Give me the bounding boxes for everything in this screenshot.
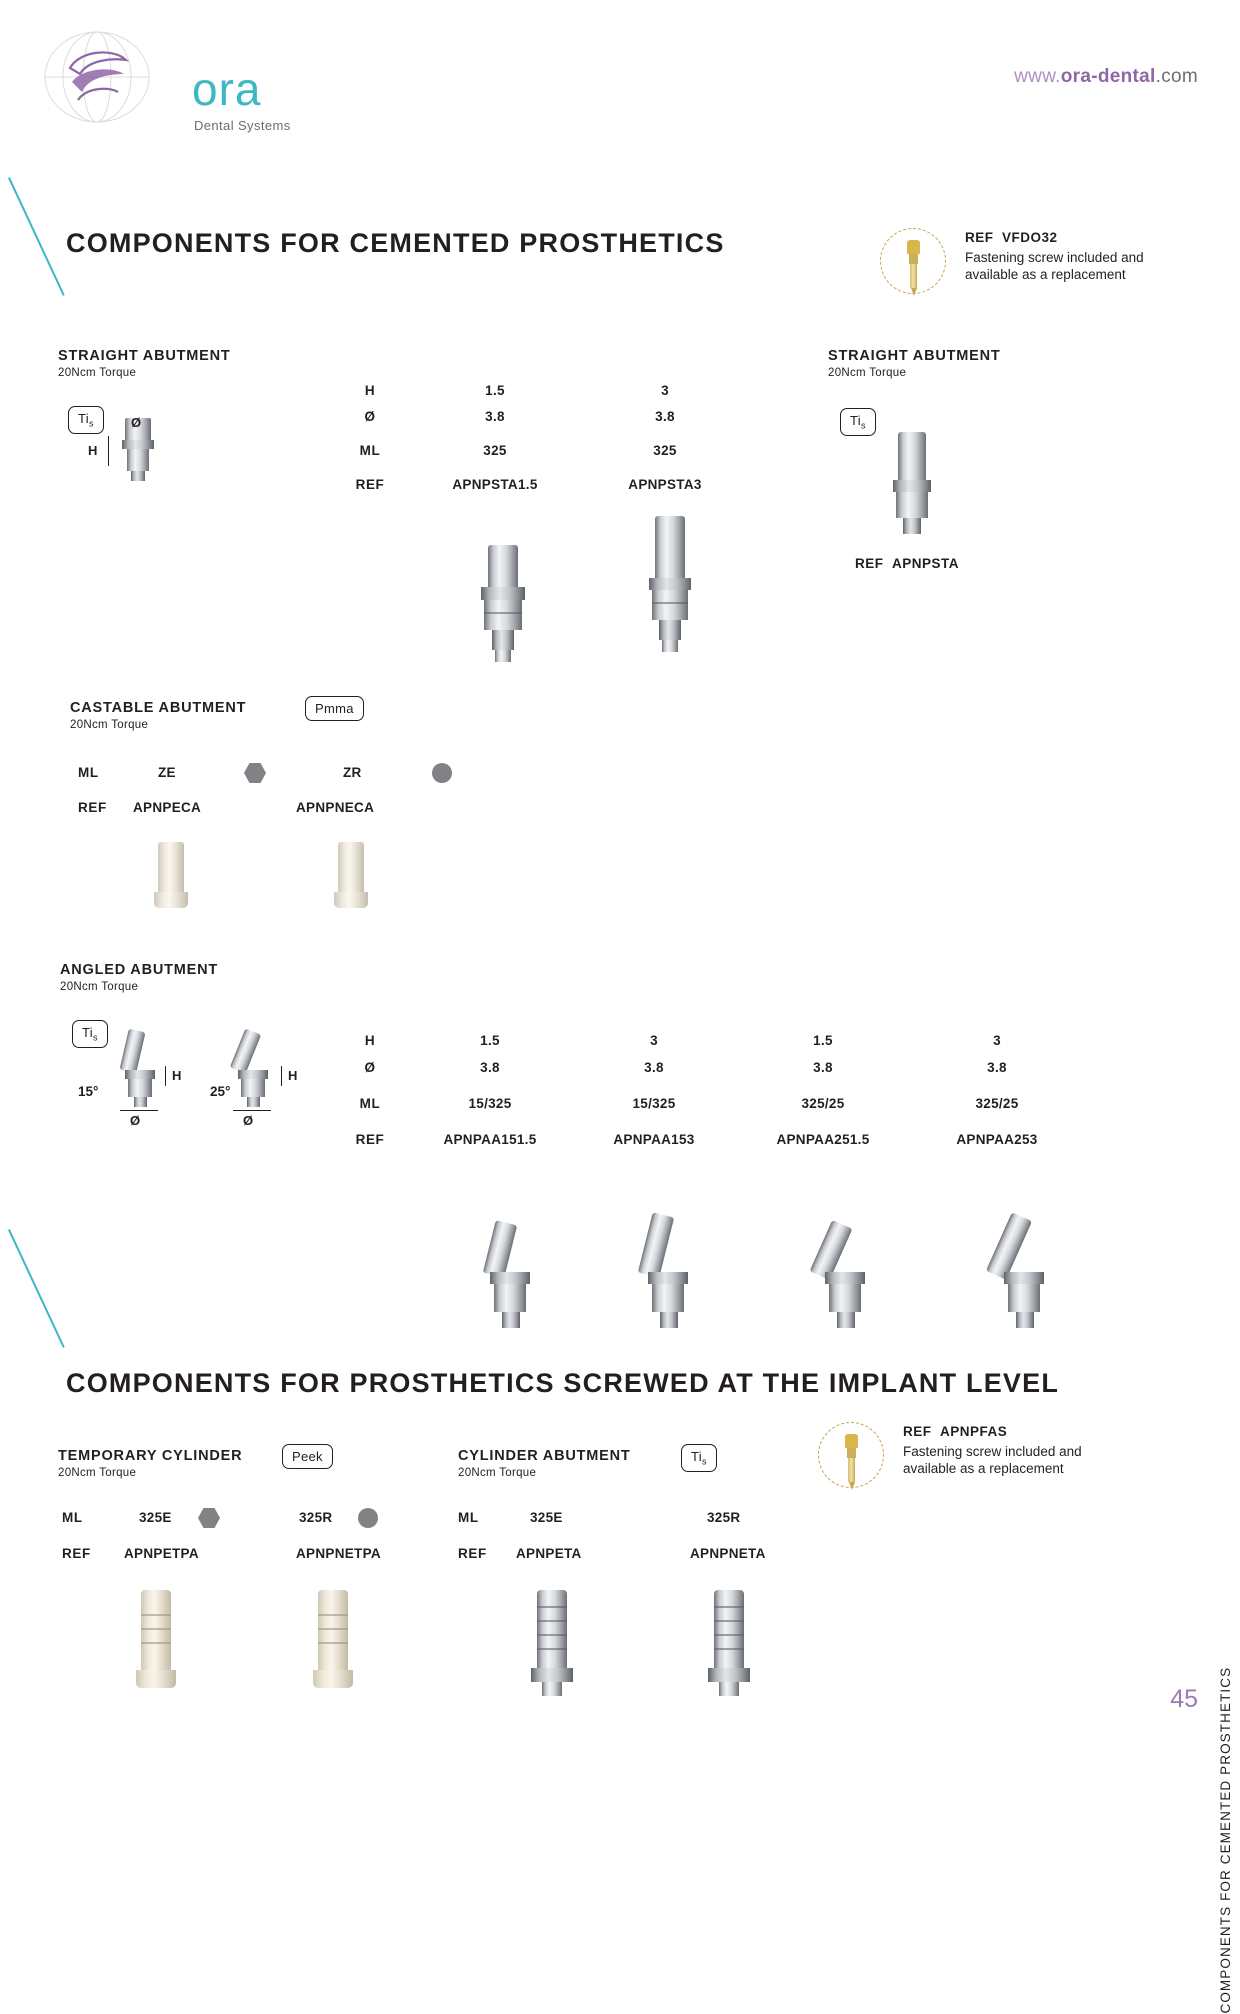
row-value: 3.8 <box>655 408 675 424</box>
row-value: 15/325 <box>632 1095 676 1111</box>
diagram-height-label: H <box>88 443 98 458</box>
material-chip-sub: s <box>88 418 94 429</box>
material-chip-label: Ti <box>691 1449 702 1464</box>
material-chip-sub: s <box>701 1456 707 1467</box>
callout-ref-label: REF <box>965 230 994 245</box>
ref-value: APNPSTA <box>892 556 960 571</box>
row-value: APNPAA253 <box>956 1131 1038 1147</box>
spec-table <box>330 1032 1086 1157</box>
row-label: REF <box>355 1131 385 1147</box>
material-chip-ti-angled <box>72 1020 108 1048</box>
row-value: 3 <box>993 1033 1001 1048</box>
castable-row-value-ref1: APNPECA <box>133 800 202 815</box>
height-measure-line <box>108 436 109 466</box>
straight-abutment-left-subtitle: 20Ncm Torque <box>58 367 137 379</box>
angle-label-15: 15° <box>78 1084 99 1099</box>
straight-abutment-diagram-collar <box>122 440 154 449</box>
row-value: 1.5 <box>480 1033 500 1048</box>
callout-text-line1: Fastening screw included and <box>903 1444 1082 1459</box>
table-row <box>330 1085 1086 1121</box>
straight-abutment-diagram-stem <box>131 471 145 481</box>
temporary-cylinder-title: TEMPORARY CYLINDER <box>58 1448 243 1464</box>
castable-row-value-ze: ZE <box>158 765 176 780</box>
url-prefix: www. <box>1014 66 1061 87</box>
row-value: 3.8 <box>987 1059 1007 1075</box>
straight-abutment-diagram-base <box>127 449 149 471</box>
row-value: 325/25 <box>801 1095 845 1111</box>
row-value: 1.5 <box>813 1033 833 1048</box>
page-number: 45 <box>1170 1685 1198 1713</box>
callout-text-line1: Fastening screw included and <box>965 250 1144 265</box>
spec-table <box>330 382 750 501</box>
row-label: Ø <box>364 408 376 424</box>
row-value: APNPAA151.5 <box>443 1131 537 1147</box>
material-chip-ti-cylinder <box>681 1444 717 1472</box>
row-label: ML <box>359 1095 381 1111</box>
table-row <box>330 382 750 399</box>
cyl-row-label-ml: ML <box>458 1510 479 1525</box>
d-measure-25 <box>233 1110 271 1111</box>
side-running-header: COMPONENTS FOR CEMENTED PROSTHETICS <box>1218 1666 1233 2014</box>
angled-abutment-title: ANGLED ABUTMENT <box>60 962 219 978</box>
row-label: REF <box>355 476 385 492</box>
cylinder-abutment-title: CYLINDER ABUTMENT <box>458 1448 631 1464</box>
table-row <box>330 433 750 467</box>
decorative-diagonal-bottom <box>8 1229 65 1348</box>
angled-abutment-subtitle: 20Ncm Torque <box>60 981 139 993</box>
row-label: H <box>364 1033 376 1048</box>
table-row <box>330 1032 1086 1049</box>
castable-row-label-ml: ML <box>78 765 99 780</box>
temp-row-value-ref2: APNPNETPA <box>296 1546 381 1561</box>
row-value: 325/25 <box>975 1095 1019 1111</box>
row-value: APNPSTA3 <box>628 476 702 492</box>
url-domain: ora-dental <box>1060 66 1156 87</box>
table-row <box>330 467 750 501</box>
callout-text-line2: available as a replacement <box>965 267 1126 282</box>
section-title-cemented: COMPONENTS FOR CEMENTED PROSTHETICS <box>66 228 725 258</box>
cyl-row-value-325e: 325E <box>530 1510 563 1525</box>
row-label: H <box>364 383 376 398</box>
angled-25-diameter-label: Ø <box>243 1113 254 1128</box>
material-chip-label: Ti <box>82 1025 93 1040</box>
row-label: ML <box>359 442 381 458</box>
angled-abutment-spec-table <box>330 1032 1086 1157</box>
callout-ref-line <box>903 1424 1007 1439</box>
straight-abutment-right-title: STRAIGHT ABUTMENT <box>828 348 1001 364</box>
row-value: 325 <box>653 442 677 458</box>
callout-ref-value: APNPFAS <box>940 1424 1008 1439</box>
row-value: APNPAA153 <box>613 1131 695 1147</box>
cyl-row-value-325r: 325R <box>707 1510 741 1525</box>
callout-text-line2: available as a replacement <box>903 1461 1064 1476</box>
row-label: Ø <box>364 1059 376 1075</box>
castable-abutment-title: CASTABLE ABUTMENT <box>70 700 247 716</box>
ref-label: REF <box>855 556 884 571</box>
material-chip-label: Ti <box>78 411 89 426</box>
row-value: 3 <box>661 383 669 398</box>
temp-row-value-ref1: APNPETPA <box>124 1546 199 1561</box>
material-chip-sub: s <box>860 420 866 431</box>
angle-label-25: 25° <box>210 1084 231 1099</box>
brand-logo <box>42 30 342 133</box>
fastening-screw-icon <box>907 240 920 296</box>
website-url <box>1014 66 1198 88</box>
callout-ref-label: REF <box>903 1424 932 1439</box>
screw-callout-apnpfas <box>818 1422 1108 1492</box>
hex-connection-icon <box>244 763 266 783</box>
row-value: 3.8 <box>644 1059 664 1075</box>
cylinder-abutment-subtitle: 20Ncm Torque <box>458 1467 537 1479</box>
ora-logo-mark <box>42 30 152 125</box>
row-value: APNPSTA1.5 <box>452 476 538 492</box>
row-value: 15/325 <box>468 1095 512 1111</box>
temp-row-value-325r: 325R <box>299 1510 333 1525</box>
logo-wordmark: ora <box>192 63 262 115</box>
table-row <box>330 399 750 433</box>
material-chip-ti-straight-left <box>68 406 104 434</box>
cyl-row-label-ref: REF <box>458 1546 487 1561</box>
material-chip-ti-straight-right <box>840 408 876 436</box>
temp-row-label-ml: ML <box>62 1510 83 1525</box>
screw-callout-vfdo32 <box>880 228 1170 298</box>
row-value: 3.8 <box>485 408 505 424</box>
logo-tagline: Dental Systems <box>194 118 291 133</box>
material-chip-peek: Peek <box>282 1444 333 1469</box>
castable-row-value-zr: ZR <box>343 765 362 780</box>
round-connection-icon <box>358 1508 378 1528</box>
h-measure-15 <box>165 1066 166 1086</box>
material-chip-label: Ti <box>850 413 861 428</box>
url-tld: .com <box>1155 66 1198 87</box>
angled-15-height-label: H <box>172 1068 182 1083</box>
castable-abutment-subtitle: 20Ncm Torque <box>70 719 149 731</box>
callout-ref-line <box>965 230 1058 245</box>
h-measure-25 <box>281 1066 282 1086</box>
fastening-screw-icon <box>845 1434 858 1490</box>
cyl-row-value-ref2: APNPNETA <box>690 1546 766 1561</box>
row-value: 3 <box>650 1033 658 1048</box>
table-row <box>330 1049 1086 1085</box>
diagram-diameter-label: Ø <box>131 415 142 430</box>
temp-row-label-ref: REF <box>62 1546 91 1561</box>
round-connection-icon <box>432 763 452 783</box>
cyl-row-value-ref1: APNPETA <box>516 1546 582 1561</box>
material-chip-pmma: Pmma <box>305 696 364 721</box>
callout-ref-value: VFDO32 <box>1002 230 1058 245</box>
row-value: 3.8 <box>813 1059 833 1075</box>
angled-15-diameter-label: Ø <box>130 1113 141 1128</box>
row-value: APNPAA251.5 <box>776 1131 870 1147</box>
row-value: 325 <box>483 442 507 458</box>
castable-row-value-ref2: APNPNECA <box>296 800 375 815</box>
d-measure-15 <box>120 1110 158 1111</box>
decorative-diagonal-top <box>8 177 65 296</box>
straight-abutment-left-spec-table <box>330 382 750 501</box>
castable-row-label-ref: REF <box>78 800 107 815</box>
table-row <box>330 1121 1086 1157</box>
straight-abutment-right-ref <box>855 556 959 571</box>
temporary-cylinder-subtitle: 20Ncm Torque <box>58 1467 137 1479</box>
angled-25-height-label: H <box>288 1068 298 1083</box>
straight-abutment-left-title: STRAIGHT ABUTMENT <box>58 348 231 364</box>
temp-row-value-325e: 325E <box>139 1510 172 1525</box>
straight-abutment-right-subtitle: 20Ncm Torque <box>828 367 907 379</box>
section-title-screwed: COMPONENTS FOR PROSTHETICS SCREWED AT THE IMPLANT LEVEL <box>66 1368 1060 1398</box>
row-value: 1.5 <box>485 383 505 398</box>
hex-connection-icon <box>198 1508 220 1528</box>
row-value: 3.8 <box>480 1059 500 1075</box>
material-chip-sub: s <box>92 1032 98 1043</box>
